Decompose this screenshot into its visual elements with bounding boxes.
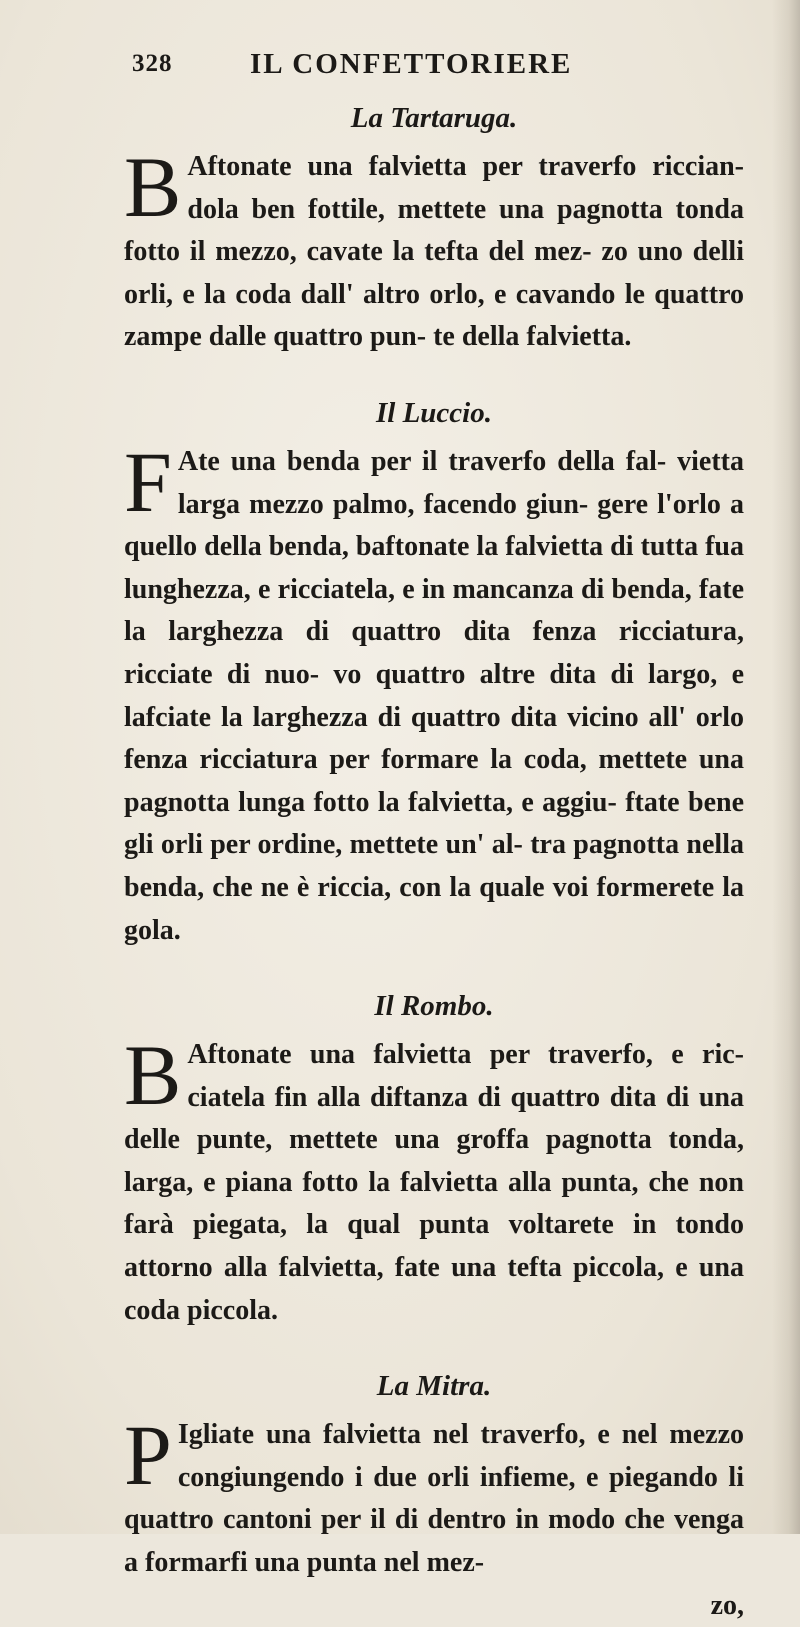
recipe-paragraph-luccio xyxy=(124,433,744,952)
page-number: 328 xyxy=(132,50,173,77)
recipe-paragraph-mitra xyxy=(124,1407,744,1584)
paragraph-text: Aftonate una falvietta per traverfo, e ric- ciatela fin alla diftanza di quattro dita di una delle punte, mettete una groffa pagnotta tonda, larga, e piana fotto la falvietta alla punta, che non farà piegata, la qual punta voltarete in tondo attorno alla falvietta, fate una tefta piccola, e una coda piccola. xyxy=(124,1039,744,1326)
text-body xyxy=(124,90,744,1627)
paragraph-text: Ate una benda per il traverfo della fal- vietta larga mezzo palmo, facendo giun- gere l'orlo a quello della benda, baftonate la falvietta di tutta fua lunghezza, e ricciatela, e in mancanza di benda, fate la larghezza di quattro dita fenza ricciatura, ricciate di nuo- vo quattro altre dita di largo, e lafciate la larghezza di quattro dita vicino all' orlo fenza ricciatura per formare la coda, mettete una pagnotta lunga fotto la falvietta, e aggiu- ftate bene gli orli per ordine, mettete un' al- tra pagnotta nella benda, che ne è riccia, con la quale voi formerete la gola. xyxy=(124,445,744,946)
drop-cap: B xyxy=(124,139,182,235)
drop-cap: B xyxy=(124,1027,182,1124)
section-heading-tartaruga: La Tartaruga. xyxy=(350,102,518,134)
running-title: IL CONFETTORIERE xyxy=(250,48,573,80)
paragraph-text: Aftonate una falvietta per traverfo riccian- dola ben fottile, mettete una pagnotta tonda fotto il mezzo, cavate la tefta del mez- zo uno delli orli, e la coda dall' altro orlo, e cavando le quattro zampe dalle quattro pun- te della falvietta. xyxy=(124,151,744,353)
drop-cap: F xyxy=(124,433,172,530)
recipe-paragraph-rombo xyxy=(124,1027,744,1332)
section-heading-rombo: Il Rombo. xyxy=(374,990,494,1023)
drop-cap: P xyxy=(124,1407,172,1504)
recipe-paragraph-tartaruga xyxy=(124,139,744,359)
section-heading-mitra: La Mitra. xyxy=(376,1370,492,1403)
page-header xyxy=(132,48,732,88)
paragraph-text: Igliate una falvietta nel traverfo, e nel mezzo congiungendo i due orli infieme, e piegando li quattro cantoni per il di dentro in modo che venga a formarfi una punta nel mez- xyxy=(124,1419,744,1579)
catchword: zo, xyxy=(710,1589,744,1621)
section-heading-luccio: Il Luccio. xyxy=(376,396,492,429)
page-edge-shadow xyxy=(772,0,800,1534)
